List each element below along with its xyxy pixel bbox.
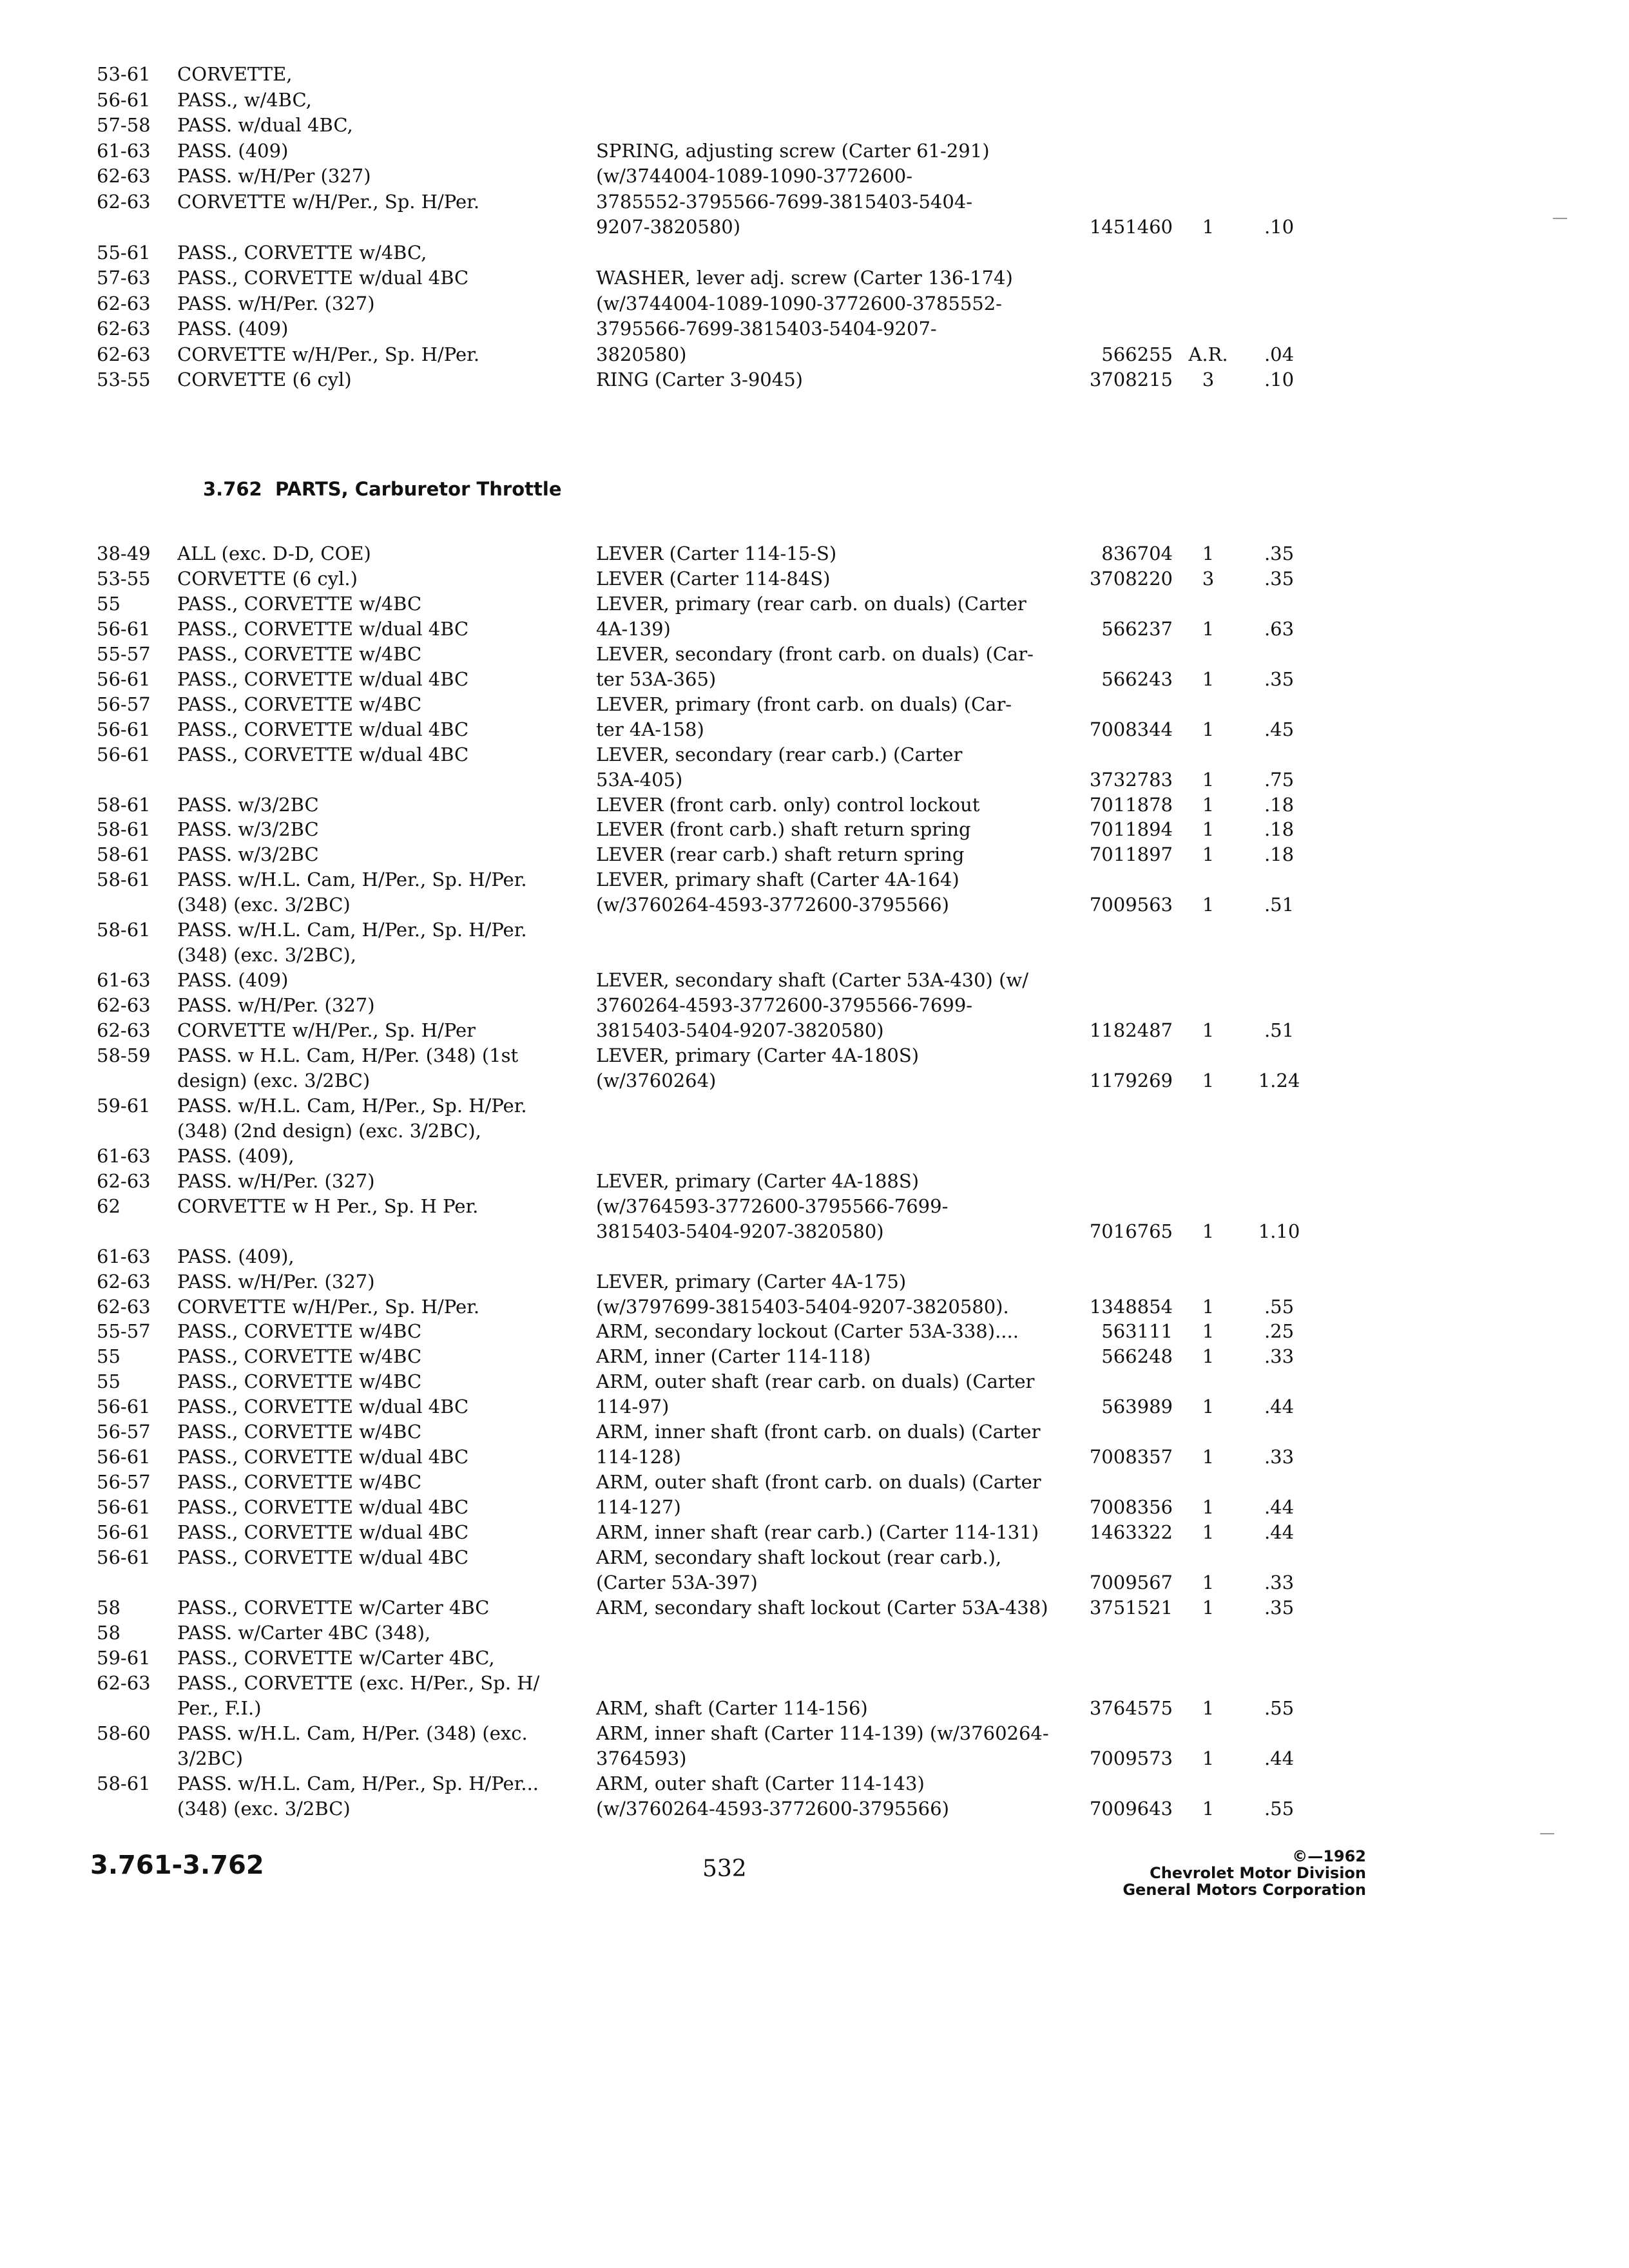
row-year: 59-61 <box>97 1646 151 1669</box>
row-year: 58-61 <box>97 869 151 891</box>
row-model: PASS. (409) <box>177 139 289 162</box>
row-year: 58-59 <box>97 1044 151 1066</box>
row-model: (348) (exc. 3/2BC) <box>177 1797 351 1820</box>
row-description: ter 4A-158) <box>596 718 704 740</box>
row-price: .25 <box>1264 1320 1295 1343</box>
row-description: 3785552-3795566-7699-3815403-5404- <box>596 190 973 213</box>
row-quantity: 1 <box>1202 1396 1215 1418</box>
row-year: 56-61 <box>97 718 151 740</box>
row-model: PASS. w H.L. Cam, H/Per. (348) (1st <box>177 1044 519 1066</box>
row-part-number: 1179269 <box>1089 1069 1173 1091</box>
row-description: ARM, secondary shaft lockout (rear carb.), <box>596 1546 1002 1568</box>
section-heading <box>203 478 561 500</box>
row-year: 58-61 <box>97 919 151 941</box>
row-year: 57-63 <box>97 267 151 289</box>
row-price: .10 <box>1264 216 1295 238</box>
row-description: LEVER (Carter 114-15-S) <box>596 543 837 564</box>
row-quantity: 1 <box>1202 818 1215 841</box>
row-year: 58-61 <box>97 843 151 866</box>
row-model: PASS., CORVETTE w/dual 4BC <box>177 1546 469 1568</box>
row-year: 56-61 <box>97 668 151 690</box>
row-model: PASS., CORVETTE w/4BC <box>177 1471 422 1494</box>
row-part-number: 563989 <box>1101 1396 1173 1418</box>
row-model: PASS. w/H/Per. (327) <box>177 1270 375 1293</box>
row-description: (w/3764593-3772600-3795566-7699- <box>596 1195 949 1217</box>
row-part-number: 563111 <box>1101 1320 1173 1343</box>
row-quantity: 1 <box>1202 1345 1215 1368</box>
row-price: .35 <box>1264 543 1295 564</box>
page-number: 532 <box>702 1856 747 1882</box>
row-description: LEVER, secondary shaft (Carter 53A-430) (w/ <box>596 969 1028 992</box>
row-description: (w/3797699-3815403-5404-9207-3820580). <box>596 1295 1009 1318</box>
row-model: PASS. w/dual 4BC, <box>177 114 353 136</box>
row-part-number: 7009567 <box>1089 1571 1173 1593</box>
row-description: ter 53A-365) <box>596 668 717 690</box>
row-model: PASS. (409) <box>177 969 289 992</box>
row-year: 57-58 <box>97 114 151 136</box>
row-part-number: 7011894 <box>1089 818 1173 841</box>
row-model: PASS., CORVETTE w/dual 4BC <box>177 1396 469 1418</box>
row-model: CORVETTE w/H/Per., Sp. H/Per. <box>177 343 480 365</box>
row-description: 53A-405) <box>596 768 683 791</box>
row-part-number: 7008357 <box>1089 1446 1173 1468</box>
row-description: LEVER (front carb.) shaft return spring <box>596 818 971 841</box>
row-description: ARM, secondary shaft lockout (Carter 53A-438) <box>596 1596 1048 1619</box>
row-description: ARM, shaft (Carter 114-156) <box>596 1696 868 1719</box>
row-year: 62-63 <box>97 190 151 213</box>
row-price: .55 <box>1264 1295 1295 1318</box>
row-description: (w/3744004-1089-1090-3772600-3785552- <box>596 292 1002 314</box>
row-year: 53-55 <box>97 567 151 590</box>
row-year: 53-55 <box>97 369 151 390</box>
row-quantity: 1 <box>1202 894 1215 916</box>
row-quantity: 1 <box>1202 1496 1215 1519</box>
row-description: LEVER, primary (rear carb. on duals) (Carter <box>596 592 1027 615</box>
row-year: 55-61 <box>97 241 151 264</box>
row-model: (348) (exc. 3/2BC), <box>177 944 356 966</box>
row-model: PASS., CORVETTE w/dual 4BC <box>177 668 469 690</box>
row-model: PASS. w/H.L. Cam, H/Per., Sp. H/Per. <box>177 1094 527 1117</box>
row-model: ALL (exc. D-D, COE) <box>177 543 371 564</box>
row-description: LEVER, primary (Carter 4A-188S) <box>596 1169 920 1192</box>
row-model: PASS., CORVETTE w/4BC <box>177 1320 422 1343</box>
row-model: PASS., w/4BC, <box>177 88 312 111</box>
row-part-number: 566248 <box>1101 1345 1173 1368</box>
row-price: .10 <box>1264 369 1295 390</box>
row-year: 61-63 <box>97 1245 151 1267</box>
row-model: PASS., CORVETTE w/dual 4BC <box>177 718 469 740</box>
footer-credit <box>1123 1848 1366 1898</box>
row-description: (w/3760264-4593-3772600-3795566) <box>596 1797 949 1820</box>
row-model: PASS., CORVETTE w/Carter 4BC, <box>177 1646 495 1669</box>
row-part-number: 566255 <box>1101 343 1173 365</box>
row-description: ARM, outer shaft (rear carb. on duals) (Carter <box>596 1370 1035 1393</box>
row-model: PASS. w/H/Per (327) <box>177 165 371 187</box>
row-year: 55 <box>97 1345 120 1368</box>
row-model: PASS., CORVETTE w/4BC <box>177 642 422 665</box>
row-price: .33 <box>1264 1571 1295 1593</box>
row-model: PASS. (409) <box>177 318 289 340</box>
row-quantity: 1 <box>1202 1069 1215 1091</box>
row-model: PASS. w/3/2BC <box>177 818 319 841</box>
copyright: ©—1962 <box>1292 1847 1366 1865</box>
row-description: ARM, inner shaft (Carter 114-139) (w/3760264- <box>596 1722 1049 1744</box>
row-model: design) (exc. 3/2BC) <box>177 1069 371 1091</box>
row-year: 56-61 <box>97 1396 151 1418</box>
row-model: PASS. w/3/2BC <box>177 793 319 816</box>
row-price: 1.10 <box>1258 1220 1300 1242</box>
row-model: PASS., CORVETTE (exc. H/Per., Sp. H/ <box>177 1671 540 1694</box>
row-description: 114-97) <box>596 1396 670 1418</box>
row-part-number: 1463322 <box>1089 1521 1173 1544</box>
row-quantity: 1 <box>1202 1320 1215 1343</box>
row-description: 9207-3820580) <box>596 216 741 238</box>
row-model: PASS. w/H/Per. (327) <box>177 292 375 314</box>
row-year: 61-63 <box>97 139 151 162</box>
row-price: .55 <box>1264 1696 1295 1719</box>
row-description: 3760264-4593-3772600-3795566-7699- <box>596 994 973 1017</box>
row-part-number: 7009643 <box>1089 1797 1173 1820</box>
row-year: 62-63 <box>97 292 151 314</box>
row-price: .55 <box>1264 1797 1295 1820</box>
section-title: PARTS, Carburetor Throttle <box>275 478 562 500</box>
row-part-number: 3732783 <box>1089 768 1173 791</box>
row-part-number: 3708215 <box>1089 369 1173 390</box>
division: Chevrolet Motor Division <box>1150 1864 1366 1882</box>
row-year: 58 <box>97 1621 120 1644</box>
row-description: LEVER, primary (front carb. on duals) (Car- <box>596 693 1012 715</box>
row-year: 58-61 <box>97 818 151 841</box>
row-part-number: 1182487 <box>1089 1019 1173 1042</box>
row-part-number: 7011878 <box>1089 793 1173 816</box>
margin-mark <box>1553 218 1567 219</box>
row-model: PASS. w/3/2BC <box>177 843 319 866</box>
row-description: ARM, secondary lockout (Carter 53A-338).... <box>596 1320 1019 1343</box>
row-description: LEVER (Carter 114-84S) <box>596 567 831 590</box>
row-description: 114-128) <box>596 1446 681 1468</box>
row-year: 55-57 <box>97 1320 151 1343</box>
row-quantity: 1 <box>1202 768 1215 791</box>
row-model: PASS., CORVETTE w/dual 4BC <box>177 267 469 289</box>
row-price: .75 <box>1264 768 1295 791</box>
row-part-number: 7016765 <box>1089 1220 1173 1242</box>
row-price: .04 <box>1264 343 1295 365</box>
row-part-number: 836704 <box>1101 543 1173 564</box>
corporation: General Motors Corporation <box>1123 1881 1366 1899</box>
row-price: .35 <box>1264 567 1295 590</box>
row-model: PASS., CORVETTE w/dual 4BC <box>177 1521 469 1544</box>
row-quantity: 3 <box>1202 369 1215 390</box>
row-price: .35 <box>1264 668 1295 690</box>
row-quantity: 1 <box>1202 793 1215 816</box>
row-year: 62-63 <box>97 343 151 365</box>
row-description: LEVER, secondary (front carb. on duals) (Car- <box>596 642 1034 665</box>
row-year: 56-61 <box>97 1446 151 1468</box>
row-year: 62 <box>97 1195 120 1217</box>
row-year: 58-61 <box>97 1772 151 1794</box>
row-year: 62-63 <box>97 1270 151 1293</box>
row-year: 56-61 <box>97 1496 151 1519</box>
row-model: PASS. w/H.L. Cam, H/Per., Sp. H/Per. <box>177 919 527 941</box>
row-quantity: 1 <box>1202 1596 1215 1619</box>
row-year: 62-63 <box>97 994 151 1017</box>
row-quantity: 1 <box>1202 617 1215 640</box>
row-part-number: 3751521 <box>1089 1596 1173 1619</box>
row-year: 53-61 <box>97 63 151 85</box>
row-description: LEVER, primary (Carter 4A-180S) <box>596 1044 920 1066</box>
row-description: RING (Carter 3-9045) <box>596 369 803 390</box>
row-model: PASS. w/H/Per. (327) <box>177 1169 375 1192</box>
row-part-number: 7008356 <box>1089 1496 1173 1519</box>
row-model: (348) (exc. 3/2BC) <box>177 894 351 916</box>
row-price: .18 <box>1264 843 1295 866</box>
row-description: (w/3760264) <box>596 1069 717 1091</box>
row-description: LEVER, primary (Carter 4A-175) <box>596 1270 907 1293</box>
row-part-number: 7008344 <box>1089 718 1173 740</box>
row-quantity: 1 <box>1202 543 1215 564</box>
row-quantity: 1 <box>1202 216 1215 238</box>
row-model: PASS., CORVETTE w/dual 4BC <box>177 1496 469 1519</box>
row-price: .51 <box>1264 1019 1295 1042</box>
row-model: CORVETTE w/H/Per., Sp. H/Per. <box>177 1295 480 1318</box>
row-part-number: 566243 <box>1101 668 1173 690</box>
row-model: (348) (2nd design) (exc. 3/2BC), <box>177 1119 481 1142</box>
row-model: PASS. w/Carter 4BC (348), <box>177 1621 431 1644</box>
row-model: PASS. w/H.L. Cam, H/Per., Sp. H/Per... <box>177 1772 539 1794</box>
row-description: ARM, inner (Carter 114-118) <box>596 1345 871 1368</box>
row-description: ARM, outer shaft (Carter 114-143) <box>596 1772 925 1794</box>
row-price: .51 <box>1264 894 1295 916</box>
row-quantity: 1 <box>1202 1295 1215 1318</box>
row-model: PASS., CORVETTE w/dual 4BC <box>177 1446 469 1468</box>
row-model: Per., F.I.) <box>177 1696 262 1719</box>
row-model: PASS., CORVETTE w/4BC <box>177 1370 422 1393</box>
row-year: 58 <box>97 1596 120 1619</box>
row-part-number: 7009573 <box>1089 1747 1173 1769</box>
row-year: 62-63 <box>97 1169 151 1192</box>
row-part-number: 1348854 <box>1089 1295 1173 1318</box>
row-description: 4A-139) <box>596 617 671 640</box>
section-number: 3.762 <box>203 478 262 500</box>
row-year: 56-57 <box>97 1421 151 1443</box>
row-description: ARM, outer shaft (front carb. on duals) (Carter <box>596 1471 1041 1494</box>
row-price: .33 <box>1264 1345 1295 1368</box>
row-year: 56-61 <box>97 1521 151 1544</box>
row-model: CORVETTE, <box>177 63 293 85</box>
row-year: 62-63 <box>97 1295 151 1318</box>
row-description: LEVER, primary shaft (Carter 4A-164) <box>596 869 959 891</box>
row-quantity: 1 <box>1202 1220 1215 1242</box>
row-description: LEVER (rear carb.) shaft return spring <box>596 843 965 866</box>
row-model: CORVETTE w/H/Per., Sp. H/Per. <box>177 190 480 213</box>
row-quantity: 3 <box>1202 567 1215 590</box>
row-part-number: 1451460 <box>1089 216 1173 238</box>
row-price: .18 <box>1264 793 1295 816</box>
row-description: 3795566-7699-3815403-5404-9207- <box>596 318 937 340</box>
row-year: 38-49 <box>97 543 151 564</box>
row-year: 62-63 <box>97 1671 151 1694</box>
row-description: 114-127) <box>596 1496 681 1519</box>
row-year: 55 <box>97 1370 120 1393</box>
row-year: 55 <box>97 592 120 615</box>
row-model: CORVETTE w/H/Per., Sp. H/Per <box>177 1019 476 1042</box>
footer-section-range: 3.761-3.762 <box>90 1850 264 1880</box>
margin-mark <box>1540 1833 1554 1834</box>
row-price: .44 <box>1264 1496 1295 1519</box>
row-description: 3815403-5404-9207-3820580) <box>596 1019 884 1042</box>
row-model: PASS., CORVETTE w/Carter 4BC <box>177 1596 490 1619</box>
row-year: 56-61 <box>97 1546 151 1568</box>
row-description: WASHER, lever adj. screw (Carter 136-174) <box>596 267 1013 289</box>
row-model: PASS., CORVETTE w/4BC <box>177 1421 422 1443</box>
row-description: 3764593) <box>596 1747 687 1769</box>
row-description: (w/3760264-4593-3772600-3795566) <box>596 894 949 916</box>
row-model: CORVETTE (6 cyl) <box>177 369 352 390</box>
row-price: .44 <box>1264 1396 1295 1418</box>
row-year: 56-61 <box>97 88 151 111</box>
row-model: PASS. w/H/Per. (327) <box>177 994 375 1017</box>
row-description: (Carter 53A-397) <box>596 1571 758 1593</box>
row-quantity: 1 <box>1202 1747 1215 1769</box>
row-part-number: 7011897 <box>1089 843 1173 866</box>
row-price: .35 <box>1264 1596 1295 1619</box>
row-year: 56-61 <box>97 617 151 640</box>
row-quantity: 1 <box>1202 718 1215 740</box>
row-year: 62-63 <box>97 318 151 340</box>
row-part-number: 3708220 <box>1089 567 1173 590</box>
row-model: CORVETTE w H Per., Sp. H Per. <box>177 1195 479 1217</box>
row-quantity: A.R. <box>1188 343 1228 365</box>
row-year: 56-61 <box>97 743 151 765</box>
row-description: SPRING, adjusting screw (Carter 61-291) <box>596 139 990 162</box>
row-part-number: 3764575 <box>1089 1696 1173 1719</box>
row-description: ARM, inner shaft (rear carb.) (Carter 114-131) <box>596 1521 1039 1544</box>
row-quantity: 1 <box>1202 1446 1215 1468</box>
row-price: .18 <box>1264 818 1295 841</box>
row-model: PASS. (409), <box>177 1245 294 1267</box>
row-year: 56-57 <box>97 693 151 715</box>
row-year: 62-63 <box>97 1019 151 1042</box>
row-year: 58-60 <box>97 1722 151 1744</box>
row-description: (w/3744004-1089-1090-3772600- <box>596 165 913 187</box>
row-model: CORVETTE (6 cyl.) <box>177 567 358 590</box>
row-year: 62-63 <box>97 165 151 187</box>
row-description: 3820580) <box>596 343 687 365</box>
row-year: 61-63 <box>97 969 151 992</box>
row-quantity: 1 <box>1202 1571 1215 1593</box>
row-quantity: 1 <box>1202 1696 1215 1719</box>
row-year: 59-61 <box>97 1094 151 1117</box>
row-description: 3815403-5404-9207-3820580) <box>596 1220 884 1242</box>
row-quantity: 1 <box>1202 1019 1215 1042</box>
row-model: PASS., CORVETTE w/4BC <box>177 693 422 715</box>
row-model: PASS., CORVETTE w/4BC <box>177 1345 422 1368</box>
row-year: 61-63 <box>97 1144 151 1167</box>
row-model: PASS., CORVETTE w/dual 4BC <box>177 743 469 765</box>
row-description: ARM, inner shaft (front carb. on duals) (Carter <box>596 1421 1041 1443</box>
row-model: PASS., CORVETTE w/dual 4BC <box>177 617 469 640</box>
row-quantity: 1 <box>1202 668 1215 690</box>
row-price: 1.24 <box>1258 1069 1300 1091</box>
row-quantity: 1 <box>1202 1521 1215 1544</box>
row-model: 3/2BC) <box>177 1747 244 1769</box>
row-price: .33 <box>1264 1446 1295 1468</box>
row-model: PASS., CORVETTE w/4BC, <box>177 241 427 264</box>
row-price: .63 <box>1264 617 1295 640</box>
row-quantity: 1 <box>1202 1797 1215 1820</box>
row-model: PASS., CORVETTE w/4BC <box>177 592 422 615</box>
row-year: 56-57 <box>97 1471 151 1494</box>
row-part-number: 7009563 <box>1089 894 1173 916</box>
row-model: PASS. (409), <box>177 1144 294 1167</box>
row-description: LEVER, secondary (rear carb.) (Carter <box>596 743 963 765</box>
row-description: LEVER (front carb. only) control lockout <box>596 793 980 816</box>
row-part-number: 566237 <box>1101 617 1173 640</box>
row-price: .44 <box>1264 1747 1295 1769</box>
row-year: 55-57 <box>97 642 151 665</box>
row-model: PASS. w/H.L. Cam, H/Per., Sp. H/Per. <box>177 869 527 891</box>
row-price: .45 <box>1264 718 1295 740</box>
row-quantity: 1 <box>1202 843 1215 866</box>
row-price: .44 <box>1264 1521 1295 1544</box>
row-year: 58-61 <box>97 793 151 816</box>
row-model: PASS. w/H.L. Cam, H/Per. (348) (exc. <box>177 1722 528 1744</box>
